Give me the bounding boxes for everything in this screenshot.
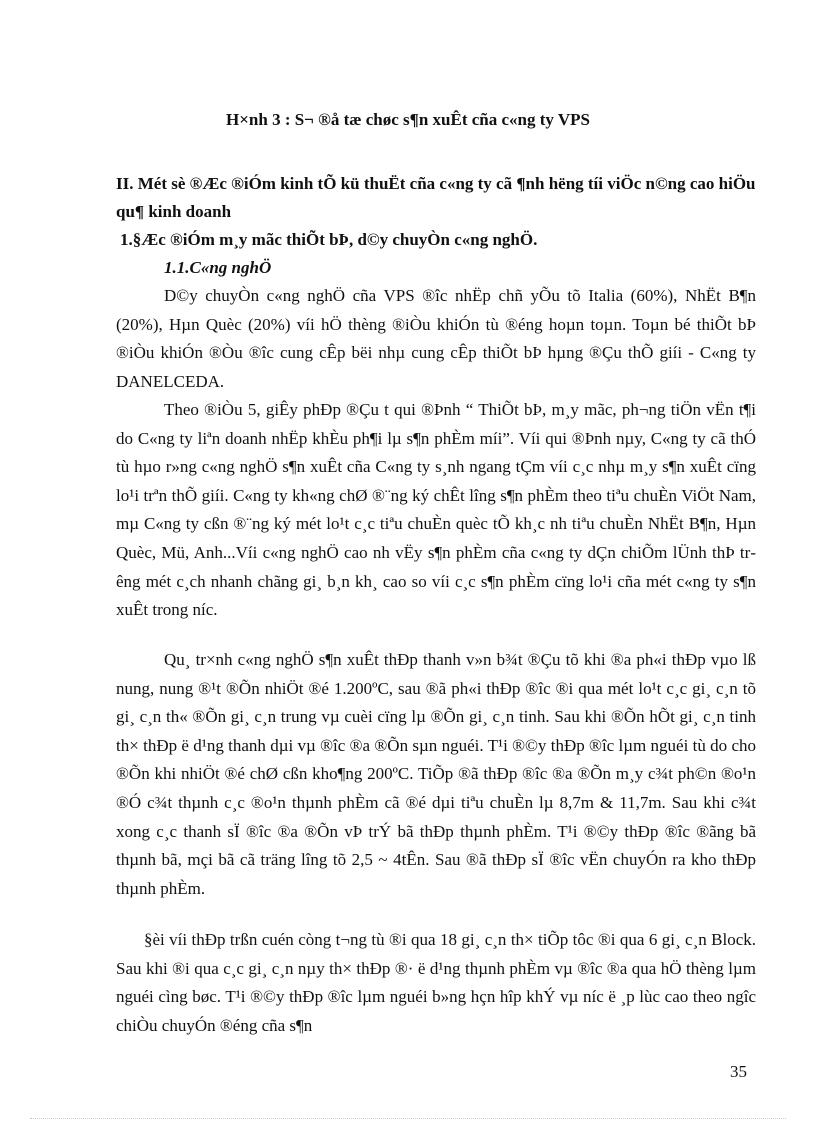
- figure-caption: H×nh 3 : S¬ ®å tæ chøc s¶n xuÊt cña c«ng ty VPS: [226, 110, 590, 129]
- paragraph-text: Qu¸ tr×nh c«ng nghÖ s¶n xuÊt thÐp thanh v»n b¾t ®Çu tõ khi ®a ph«i thÐp vµo lß nung, nung ®¹t ®Õn nhiÖt ®é 1.200ºC, sau ®ã ph«i thÐp ®îc ®i qua mét lo¹t c¸c gi¸ c¸n tõ gi¸ c¸n th« ®Õn gi¸ c¸n trung vµ cuèi cïng lµ ®Õn gi¸ c¸n tinh. Sau khi ®Õn hÕt gi¸ c¸n tinh th× thÐp ë d¹ng thanh dµi vµ ®îc ®a ®Õn sµn nguéi. T¹i ®©y thÐp ®îc lµm nguéi tù do cho ®Õn khi nhiÖt ®é chØ cßn kho¶ng 200ºC. TiÕp ®ã thÐp ®îc ®a ®Õn m¸y c¾t ph©n ®o¹n ®Ó c¾t thµnh c¸c ®o¹n thµnh phÈm cã ®é dµi tiªu chuÈn lµ 8,7m & 11,7m. Sau khi c¾t xong c¸c thanh sÏ ®îc ®a ®Õn vÞ trÝ bã thÐp thµnh phÈm. T¹i ®©y thÐp ®îc ®ãng bã thµnh bã, mçi bã cã träng lîng tõ 2,5 ~ 4tÊn. Sau ®ã thÐp sÏ ®îc vËn chuyÓn ra kho thÐp thµnh phÈm.: [116, 650, 756, 898]
- section-heading: II. Mét sè ®Æc ®iÓm kinh tÕ kü thuËt cña c«ng ty cã ¶nh hëng tíi viÖc n©ng cao hiÖu qu¶ kinh doanh: [116, 174, 756, 221]
- paragraph: [116, 926, 756, 1040]
- paragraph-text: §èi víi thÐp trßn cuén còng t¬ng tù ®i qua 18 gi¸ c¸n th× tiÕp tôc ®i qua 6 gi¸ c¸n Block. Sau khi ®i qua c¸c gi¸ c¸n nµy th× thÐp ®· ë d¹ng thµnh phÈm vµ ®îc ®a qua hÖ thèng lµm nguéi cìng bøc. T¹i ®©y thÐp ®îc lµm nguéi b»ng hçn hîp khÝ vµ níc ë ¸p lùc cao theo ngîc chiÒu chuyÓn ®éng cña s¶n: [116, 930, 756, 1035]
- page-number: 35: [730, 1062, 747, 1081]
- paragraph-text: Theo ®iÒu 5, giÊy phÐp ®Çu t qui ®Þnh “ ThiÕt bÞ, m¸y mãc, ph¬ng tiÖn vËn t¶i do C«ng ty liªn doanh nhËp khÈu ph¶i lµ s¶n phÈm míi”. Víi qui ®Þnh nµy, C«ng ty cã thÓ tù hµo r»ng c«ng nghÖ s¶n xuÊt cña C«ng ty s¸nh ngang tÇm víi c¸c nhµ m¸y s¶n xuÊt cïng lo¹i trªn thÕ giíi. C«ng ty kh«ng chØ ®¨ng ký chÊt lîng s¶n phÈm theo tiªu chuÈn ViÖt Nam, mµ C«ng ty cßn ®¨ng ký mét lo¹t c¸c tiªu chuÈn quèc tÕ kh¸c nh tiªu chuÈn NhËt B¶n, Hµn Quèc, Mü, Anh...Víi c«ng nghÖ cao nh vËy s¶n phÈm cña c«ng ty dÇn chiÕm lÜnh thÞ trêng mét c¸ch nhanh chãng gi¸ b¸n kh¸ cao so víi c¸c s¶n phÈm cïng lo¹i cña mét c«ng ty s¶n xuÊt trong níc.: [116, 400, 756, 620]
- paragraph: [116, 646, 756, 903]
- subsection-heading: 1.§Æc ®iÓm m¸y mãc thiÕt bÞ, d©y chuyÒn c«ng nghÖ.: [120, 230, 538, 249]
- paragraph: [116, 282, 756, 396]
- paragraph-text: D©y chuyÒn c«ng nghÖ cña VPS ®îc nhËp chñ yÕu tõ Italia (60%), NhËt B¶n (20%), Hµn Quèc (20%) víi hÖ thèng ®iÒu khiÓn tù ®éng hoµn toµn. Toµn bé thiÕt bÞ ®iÒu khiÓn ®Òu ®îc cung cÊp bëi nhµ cung cÊp thiÕt bÞ hµng ®Çu thÕ giíi - C«ng ty DANELCEDA.: [116, 286, 756, 391]
- sub-subsection-heading: 1.1.C«ng nghÖ: [164, 258, 272, 277]
- paragraph: [116, 396, 756, 625]
- footer-divider: [30, 1118, 786, 1119]
